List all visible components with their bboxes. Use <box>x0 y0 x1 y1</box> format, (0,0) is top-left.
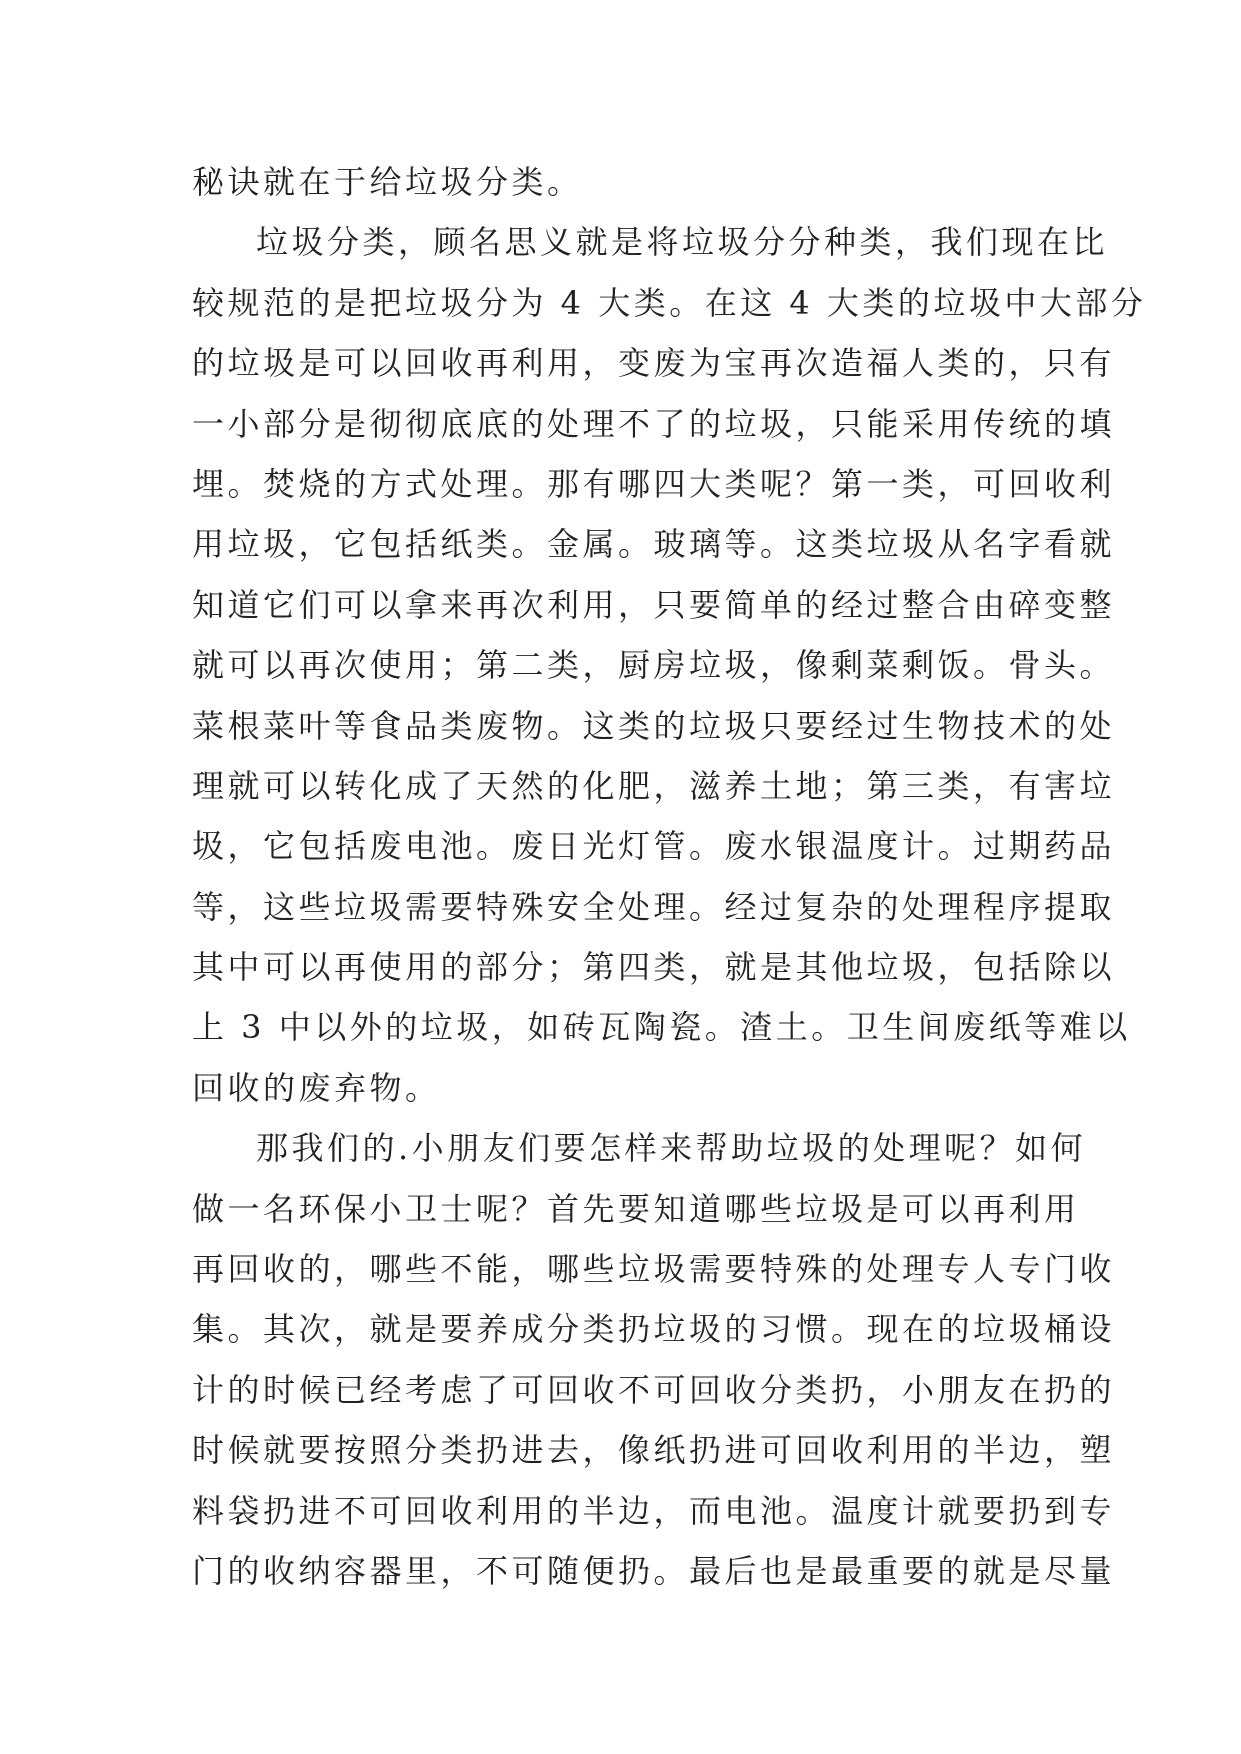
text-line: 其中可以再使用的部分；第四类，就是其他垃圾，包括除以 <box>192 948 1116 987</box>
text-line: 做一名环保小卫士呢？首先要知道哪些垃圾是可以再利用 <box>192 1189 1080 1228</box>
text-line: 料袋扔进不可回收利用的半边，而电池。温度计就要扔到专 <box>192 1491 1116 1530</box>
text-line: 的垃圾是可以回收再利用，变废为宝再次造福人类的，只有 <box>192 344 1116 383</box>
text-line: 计的时候已经考虑了可回收不可回收分类扔，小朋友在扔的 <box>192 1370 1116 1409</box>
text-line: 门的收纳容器里，不可随便扔。最后也是最重要的就是尽量 <box>192 1551 1116 1590</box>
text-line: 菜根菜叶等食品类废物。这类的垃圾只要经过生物技术的处 <box>192 706 1116 745</box>
text-line: 等，这些垃圾需要特殊安全处理。经过复杂的处理程序提取 <box>192 887 1116 926</box>
text-line: 集。其次，就是要养成分类扔垃圾的习惯。现在的垃圾桶设 <box>192 1310 1116 1349</box>
text-line: 圾，它包括废电池。废日光灯管。废水银温度计。过期药品 <box>192 827 1116 866</box>
text-line: 再回收的，哪些不能，哪些垃圾需要特殊的处理专人专门收 <box>192 1250 1116 1289</box>
text-line: 时候就要按照分类扔进去，像纸扔进可回收利用的半边，塑 <box>192 1431 1116 1470</box>
paragraph-start-line: 垃圾分类，顾名思义就是将垃圾分分种类，我们现在比 <box>256 223 1109 262</box>
text-line: 一小部分是彻彻底底的处理不了的垃圾，只能采用传统的填 <box>192 404 1116 443</box>
text-line: 秘诀就在于给垃圾分类。 <box>192 163 583 201</box>
paragraph-start-line: 那我们的.小朋友们要怎样来帮助垃圾的处理呢？如何 <box>256 1129 1087 1168</box>
text-line: 就可以再次使用；第二类，厨房垃圾，像剩菜剩饭。骨头。 <box>192 646 1116 685</box>
text-line: 较规范的是把垃圾分为 4 大类。在这 4 大类的垃圾中大部分 <box>192 283 1147 322</box>
text-line: 上 3 中以外的垃圾，如砖瓦陶瓷。渣土。卫生间废纸等难以 <box>192 1008 1131 1047</box>
body-text <box>192 152 1147 1601</box>
text-line: 埋。焚烧的方式处理。那有哪四大类呢？第一类，可回收利 <box>192 464 1116 503</box>
text-line: 用垃圾，它包括纸类。金属。玻璃等。这类垃圾从名字看就 <box>192 525 1116 564</box>
text-line: 知道它们可以拿来再次利用，只要简单的经过整合由碎变整 <box>192 585 1116 624</box>
text-line: 回收的废弃物。 <box>192 1068 441 1107</box>
text-line: 理就可以转化成了天然的化肥，滋养土地；第三类，有害垃 <box>192 766 1116 805</box>
